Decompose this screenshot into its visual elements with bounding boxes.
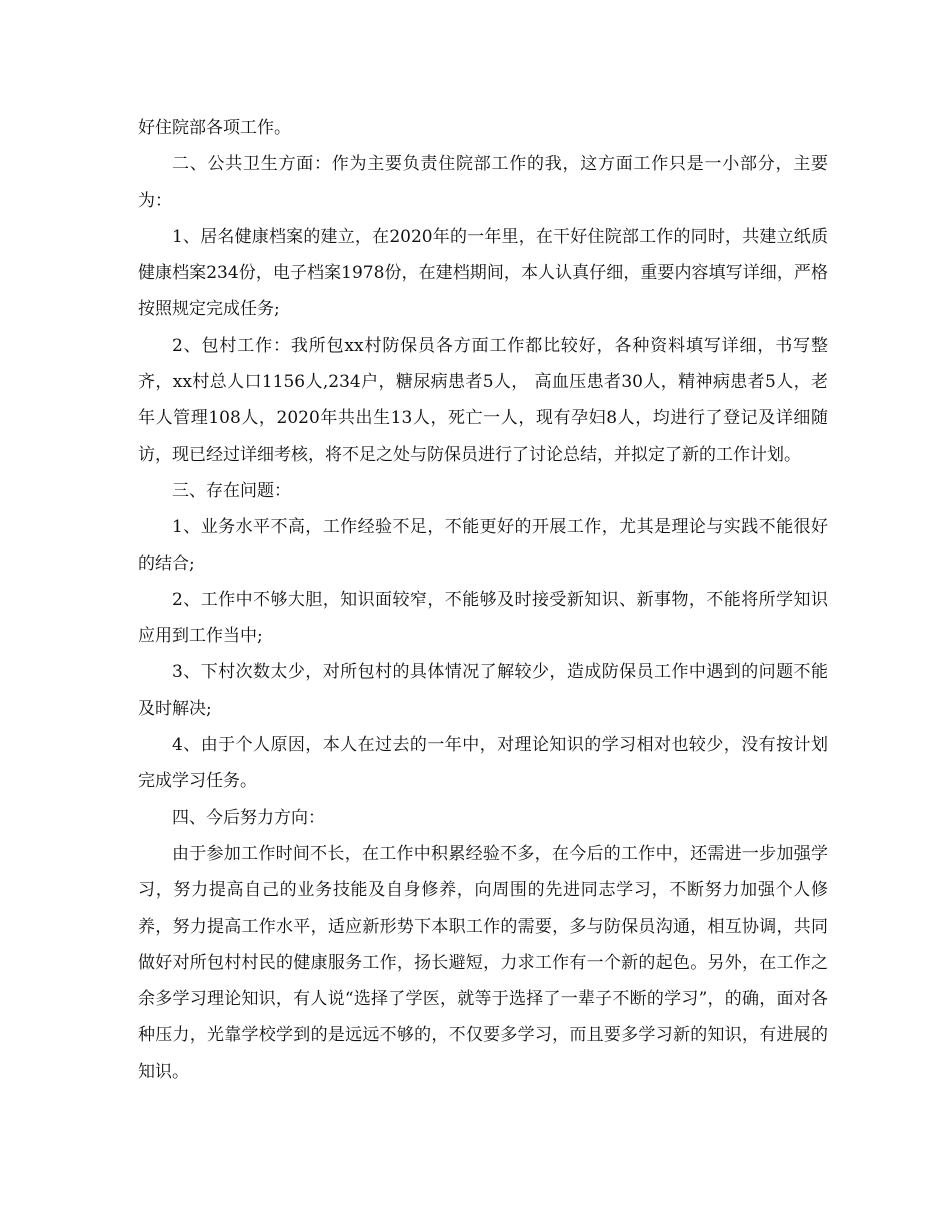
paragraph-future-plan: 由于参加工作时间不长，在工作中积累经验不多，在今后的工作中，还需进一步加强学习，努力提高自己的业务技能及自身修养，向周围的先进同志学习，不断努力加强个人修养，努力提高工作水平，适应新形势下本职工作的需要，多与防保员沟通，相互协调，共同做好对所包村村民的健康服务工作，扬长避短，力求工作有一个新的起色。另外，在工作之余多学习理论知识，有人说“选择了学医，就等于选择了一辈子不断的学习”，的确，面对各种压力，光靠学校学到的是远远不够的，不仅要多学习，而且要多学习新的知识，有进展的知识。 [138, 843, 828, 1082]
paragraph-village-work: 2、包村工作：我所包xx村防保员各方面工作都比较好，各种资料填写详细，书写整齐，xx村总人口1156人,234户，糖尿病患者5人， 高血压患者30人，精神病患者5人，老年人管理108人，2020年共出生13人，死亡一人，现有孕妇8人，均进行了登记及详细随访，现已经过详细考核，将不足之处与防保员进行了讨论总结，并拟定了新的工作计划。 [138, 335, 828, 465]
paragraph-problem-2: 2、工作中不够大胆，知识面较窄，不能够及时接受新知识、新事物，不能将所学知识应用到工作当中; [138, 589, 828, 647]
paragraph-continuation: 好住院部各项工作。 [138, 118, 291, 138]
paragraph-section-problems: 三、存在问题： [172, 480, 291, 501]
paragraph-section-future: 四、今后努力方向： [172, 807, 325, 828]
paragraph-problem-1: 1、业务水平不高，工作经验不足，不能更好的开展工作，尤其是理论与实践不能很好的结合; [138, 517, 828, 574]
paragraph-section-public-health: 二、公共卫生方面：作为主要负责住院部工作的我，这方面工作只是一小部分，主要为： [138, 154, 828, 211]
paragraph-health-records: 1、居名健康档案的建立，在2020年的一年里，在干好住院部工作的同时，共建立纸质健康档案234份，电子档案1978份，在建档期间，本人认真仔细，重要内容填写详细，严格按照规定完成任务; [138, 226, 828, 320]
document-page [138, 110, 828, 1090]
paragraph-problem-3: 3、下村次数太少，对所包村的具体情况了解较少，造成防保员工作中遇到的问题不能及时解决; [138, 662, 828, 719]
paragraph-problem-4: 4、由于个人原因，本人在过去的一年中，对理论知识的学习相对也较少，没有按计划完成学习任务。 [138, 735, 828, 792]
